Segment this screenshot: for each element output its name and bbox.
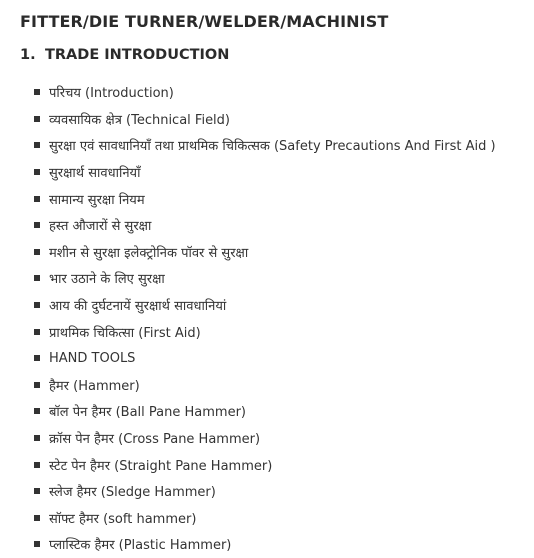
list-item-text: मशीन से सुरक्षा इलेक्ट्रोनिक पॉवर से सुरक्षा [49, 245, 249, 261]
list-item-text: क्रॉस पेन हैमर (Cross Pane Hammer) [49, 432, 261, 448]
list-item-text: व्यवसायिक क्षेत्र (Technical Field) [49, 112, 230, 128]
square-bullet-icon [34, 355, 40, 361]
list-item [34, 79, 524, 106]
section-heading-text: TRADE INTRODUCTION [45, 47, 230, 63]
list-item-text: प्राथमिक चिकित्सा (First Aid) [49, 325, 201, 341]
list-item-text: सुरक्षा एवं सावधानियाँ तथा प्राथमिक चिकित्सक (Safety Precautions And First Aid ) [49, 139, 496, 155]
square-bullet-icon [34, 196, 40, 202]
list-item [34, 106, 524, 133]
list-item-text: सॉफ्ट हैमर (soft hammer) [49, 511, 197, 527]
list-item-text: सामान्य सुरक्षा नियम [49, 192, 145, 208]
square-bullet-icon [34, 541, 40, 547]
topic-list [34, 79, 524, 558]
list-item [34, 398, 524, 425]
list-item [34, 265, 524, 292]
square-bullet-icon [34, 329, 40, 335]
square-bullet-icon [34, 408, 40, 414]
list-item-text: स्टेट पेन हैमर (Straight Pane Hammer) [49, 458, 273, 474]
list-item [34, 132, 524, 159]
list-item-text: सुरक्षार्थ सावधानियाँ [49, 166, 141, 182]
section-number: 1. [20, 47, 36, 63]
square-bullet-icon [34, 116, 40, 122]
list-item [34, 212, 524, 239]
list-item [34, 345, 524, 372]
list-item-text: बॉल पेन हैमर (Ball Pane Hammer) [49, 405, 246, 421]
square-bullet-icon [34, 169, 40, 175]
square-bullet-icon [34, 302, 40, 308]
square-bullet-icon [34, 275, 40, 281]
square-bullet-icon [34, 515, 40, 521]
list-item [34, 159, 524, 186]
list-item-text: प्लास्टिक हैमर (Plastic Hammer) [49, 538, 232, 554]
list-item-text: भार उठाने के लिए सुरक्षा [49, 272, 165, 288]
list-item-text: स्लेज हैमर (Sledge Hammer) [49, 485, 216, 501]
square-bullet-icon [34, 488, 40, 494]
list-item-text: हस्त औजारों से सुरक्षा [49, 219, 152, 235]
list-item [34, 292, 524, 319]
list-item-text: परिचय (Introduction) [49, 86, 174, 102]
list-item [34, 531, 524, 558]
list-item-text: आय की दुर्घटनायें सुरक्षार्थ सावधानियां [49, 299, 227, 315]
list-item [34, 425, 524, 452]
list-item [34, 478, 524, 505]
list-item [34, 185, 524, 212]
square-bullet-icon [34, 382, 40, 388]
square-bullet-icon [34, 89, 40, 95]
section-heading [20, 47, 229, 63]
square-bullet-icon [34, 142, 40, 148]
square-bullet-icon [34, 435, 40, 441]
square-bullet-icon [34, 249, 40, 255]
document-title: FITTER/DIE TURNER/WELDER/MACHINIST [20, 12, 389, 31]
list-item [34, 318, 524, 345]
list-item [34, 372, 524, 399]
list-item [34, 451, 524, 478]
square-bullet-icon [34, 222, 40, 228]
list-item-text: HAND TOOLS [49, 350, 136, 366]
square-bullet-icon [34, 462, 40, 468]
list-item [34, 505, 524, 532]
list-item [34, 239, 524, 266]
list-item-text: हैमर (Hammer) [49, 378, 140, 394]
